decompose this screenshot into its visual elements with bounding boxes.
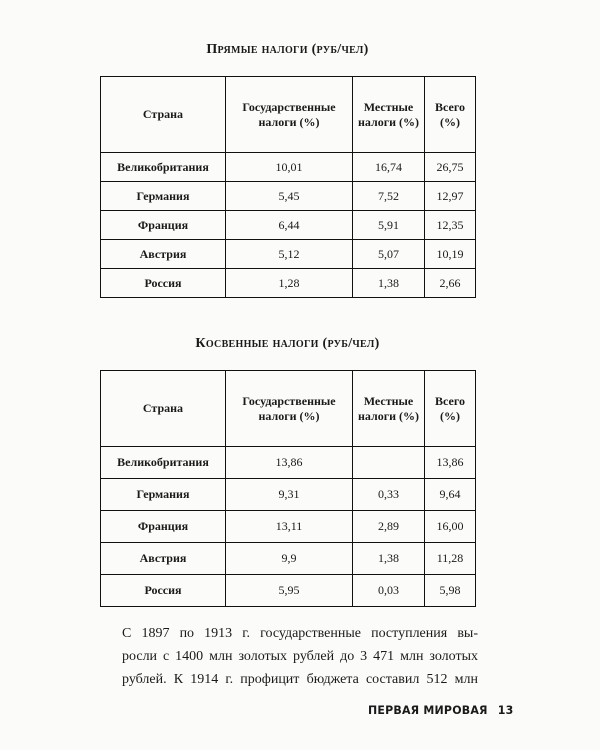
table-row <box>101 511 476 543</box>
country-cell: Россия <box>101 269 226 298</box>
total-cell: 11,28 <box>425 543 476 575</box>
header-country: Страна <box>101 77 226 153</box>
header-total: Всего (%) <box>425 371 476 447</box>
local-cell: 0,03 <box>353 575 425 607</box>
header-state-taxes: Государственные налоги (%) <box>226 77 353 153</box>
state-cell: 1,28 <box>226 269 353 298</box>
local-cell: 1,38 <box>353 543 425 575</box>
table-row <box>101 269 476 298</box>
state-cell: 5,95 <box>226 575 353 607</box>
table-row <box>101 447 476 479</box>
paragraph-line: росли с 1400 млн золотых рублей до 3 471 млн золотых <box>122 649 478 664</box>
state-cell: 13,86 <box>226 447 353 479</box>
total-cell: 5,98 <box>425 575 476 607</box>
page-footer <box>368 704 513 718</box>
country-cell: Великобритания <box>101 153 226 182</box>
local-cell: 5,07 <box>353 240 425 269</box>
state-cell: 13,11 <box>226 511 353 543</box>
header-local-taxes: Местные налоги (%) <box>353 371 425 447</box>
country-cell: Россия <box>101 575 226 607</box>
table-header-row <box>101 77 476 153</box>
total-cell: 16,00 <box>425 511 476 543</box>
state-cell: 9,9 <box>226 543 353 575</box>
local-cell <box>353 447 425 479</box>
paragraph-line: рублей. К 1914 г. профицит бюджета составил 512 млн <box>122 672 478 687</box>
table-row <box>101 575 476 607</box>
running-title: ПЕРВАЯ МИРОВАЯ <box>368 703 488 718</box>
total-cell: 26,75 <box>425 153 476 182</box>
header-country: Страна <box>101 371 226 447</box>
state-cell: 6,44 <box>226 211 353 240</box>
total-cell: 13,86 <box>425 447 476 479</box>
table-row <box>101 211 476 240</box>
total-cell: 2,66 <box>425 269 476 298</box>
country-cell: Австрия <box>101 240 226 269</box>
table-row <box>101 240 476 269</box>
indirect-taxes-table <box>100 370 476 607</box>
state-cell: 5,12 <box>226 240 353 269</box>
local-cell: 16,74 <box>353 153 425 182</box>
country-cell: Франция <box>101 211 226 240</box>
local-cell: 0,33 <box>353 479 425 511</box>
country-cell: Франция <box>101 511 226 543</box>
local-cell: 2,89 <box>353 511 425 543</box>
indirect-taxes-title: Косвенные налоги (руб/чел) <box>195 336 380 351</box>
table-row <box>101 153 476 182</box>
body-paragraph <box>122 622 478 691</box>
page-number: 13 <box>497 703 514 718</box>
header-state-taxes: Государственные налоги (%) <box>226 371 353 447</box>
country-cell: Германия <box>101 182 226 211</box>
direct-taxes-title: Прямые налоги (руб/чел) <box>206 42 369 57</box>
table-row <box>101 182 476 211</box>
table-header-row <box>101 371 476 447</box>
state-cell: 9,31 <box>226 479 353 511</box>
local-cell: 7,52 <box>353 182 425 211</box>
local-cell: 5,91 <box>353 211 425 240</box>
header-local-taxes: Местные налоги (%) <box>353 77 425 153</box>
total-cell: 12,35 <box>425 211 476 240</box>
paragraph-line: С 1897 по 1913 г. государственные поступления вы- <box>122 626 478 641</box>
table-row <box>101 479 476 511</box>
country-cell: Австрия <box>101 543 226 575</box>
direct-taxes-table <box>100 76 476 298</box>
country-cell: Германия <box>101 479 226 511</box>
state-cell: 10,01 <box>226 153 353 182</box>
total-cell: 12,97 <box>425 182 476 211</box>
total-cell: 9,64 <box>425 479 476 511</box>
header-total: Всего (%) <box>425 77 476 153</box>
local-cell: 1,38 <box>353 269 425 298</box>
table-row <box>101 543 476 575</box>
state-cell: 5,45 <box>226 182 353 211</box>
country-cell: Великобритания <box>101 447 226 479</box>
total-cell: 10,19 <box>425 240 476 269</box>
